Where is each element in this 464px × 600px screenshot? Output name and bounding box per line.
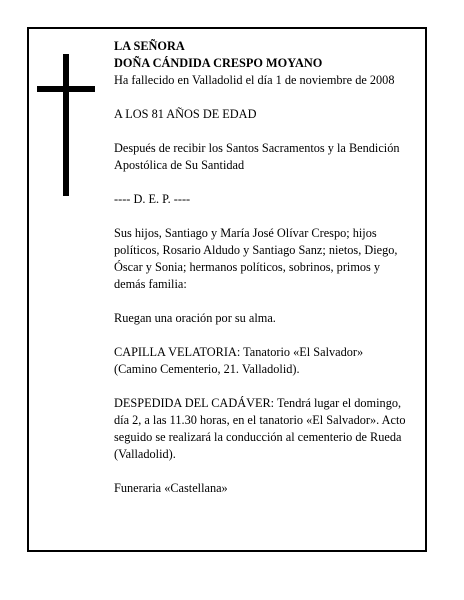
cross-vertical-bar <box>63 54 69 196</box>
farewell-info: DESPEDIDA DEL CADÁVER: Tendrá lugar el domingo, día 2, a las 11.30 horas, en el tanatorio «El Salvador». Acto seguido se realizará la conducción al cementerio de Rueda (Valladolid). <box>114 396 406 461</box>
cross-horizontal-bar <box>37 86 95 92</box>
funeral-home: Funeraria «Castellana» <box>114 481 228 495</box>
chapel-info: CAPILLA VELATORIA: Tanatorio «El Salvador» (Camino Cementerio, 21. Valladolid). <box>114 345 364 376</box>
sacraments-line: Después de recibir los Santos Sacramentos y la Bendición Apostólica de Su Santidad <box>114 141 400 172</box>
family-list: Sus hijos, Santiago y María José Olívar Crespo; hijos políticos, Rosario Aldudo y Santiago Sanz; nietos, Diego, Óscar y Sonia; hermanos políticos, sobrinos, primos y demás familia: <box>114 226 398 291</box>
rip-line: ---- D. E. P. ---- <box>114 192 191 206</box>
deceased-name: DOÑA CÁNDIDA CRESPO MOYANO <box>114 56 323 70</box>
age-line: A LOS 81 AÑOS DE EDAD <box>114 107 257 121</box>
prayer-request: Ruegan una oración por su alma. <box>114 311 276 325</box>
obituary-text <box>114 38 406 514</box>
death-statement: Ha fallecido en Valladolid el día 1 de noviembre de 2008 <box>114 73 395 87</box>
title-line-1: LA SEÑORA <box>114 39 185 53</box>
